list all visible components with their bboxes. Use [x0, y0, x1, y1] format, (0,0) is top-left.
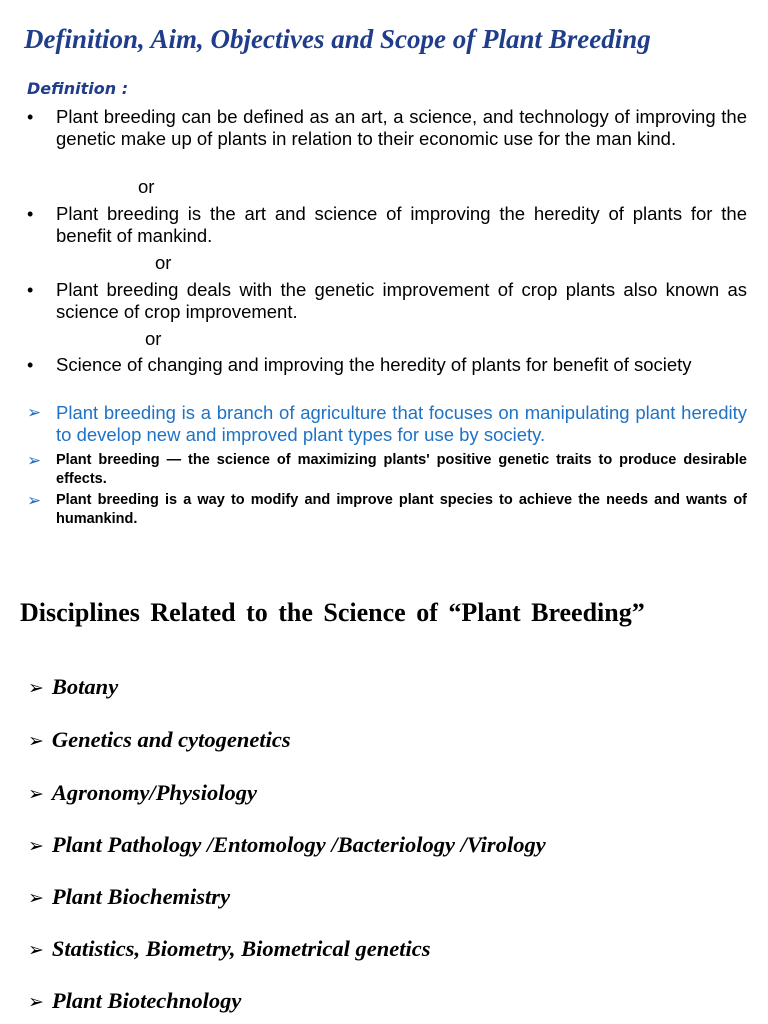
arrow-icon: ➢: [28, 730, 44, 752]
bullet-marker: •: [27, 107, 34, 127]
or-separator: or: [145, 328, 162, 349]
discipline-item: [28, 936, 430, 966]
discipline-label: Plant Biochemistry: [51, 884, 231, 909]
arrow-item-2: Plant breeding — the science of maximizing plants' positive genetic traits to produce desirable effects.: [56, 452, 747, 487]
definition-bullet-4: Science of changing and improving the heredity of plants for benefit of society: [56, 354, 692, 375]
or-separator: or: [155, 252, 172, 273]
discipline-item: [28, 674, 118, 704]
discipline-item: [28, 780, 257, 810]
page-title: Definition, Aim, Objectives and Scope of Plant Breeding: [24, 24, 651, 54]
definition-bullet-1: Plant breeding can be defined as an art, a science, and technology of improving the genetic make up of plants in relation to their economic use for the man kind.: [56, 106, 747, 149]
bullet-marker: •: [27, 204, 34, 224]
discipline-label: Botany: [51, 674, 119, 699]
discipline-item: [28, 832, 546, 862]
arrow-item-1: Plant breeding is a branch of agriculture that focuses on manipulating plant heredity to develop new and improved plant types for use by society.: [56, 402, 747, 445]
definition-bullet-3: Plant breeding deals with the genetic improvement of crop plants also known as science of crop improvement.: [56, 279, 747, 322]
discipline-label: Agronomy/Physiology: [51, 780, 257, 805]
arrow-item-3: Plant breeding is a way to modify and improve plant species to achieve the needs and wants of humankind.: [56, 492, 747, 527]
arrow-icon: ➢: [28, 835, 44, 857]
disciplines-heading: Disciplines Related to the Science of “Plant Breeding”: [20, 598, 645, 627]
arrow-icon: ➢: [28, 939, 44, 961]
arrow-icon: ➢: [27, 491, 42, 510]
discipline-item: [28, 727, 291, 757]
bullet-marker: •: [27, 355, 34, 375]
arrow-icon: ➢: [28, 887, 44, 909]
discipline-item: [28, 884, 230, 914]
arrow-icon: ➢: [28, 783, 44, 805]
arrow-icon: ➢: [27, 451, 42, 470]
definition-label: Definition :: [27, 79, 129, 98]
discipline-label: Statistics, Biometry, Biometrical genetics: [51, 936, 431, 961]
discipline-label: Genetics and cytogenetics: [51, 727, 291, 752]
or-separator: or: [138, 176, 155, 197]
bullet-marker: •: [27, 280, 34, 300]
discipline-item: [28, 988, 241, 1018]
arrow-icon: ➢: [28, 991, 44, 1013]
arrow-icon: ➢: [27, 403, 42, 422]
discipline-label: Plant Biotechnology: [51, 988, 242, 1013]
discipline-label: Plant Pathology /Entomology /Bacteriology /Virology: [51, 832, 546, 857]
definition-bullet-2: Plant breeding is the art and science of improving the heredity of plants for the benefit of mankind.: [56, 203, 747, 246]
arrow-icon: ➢: [28, 677, 44, 699]
